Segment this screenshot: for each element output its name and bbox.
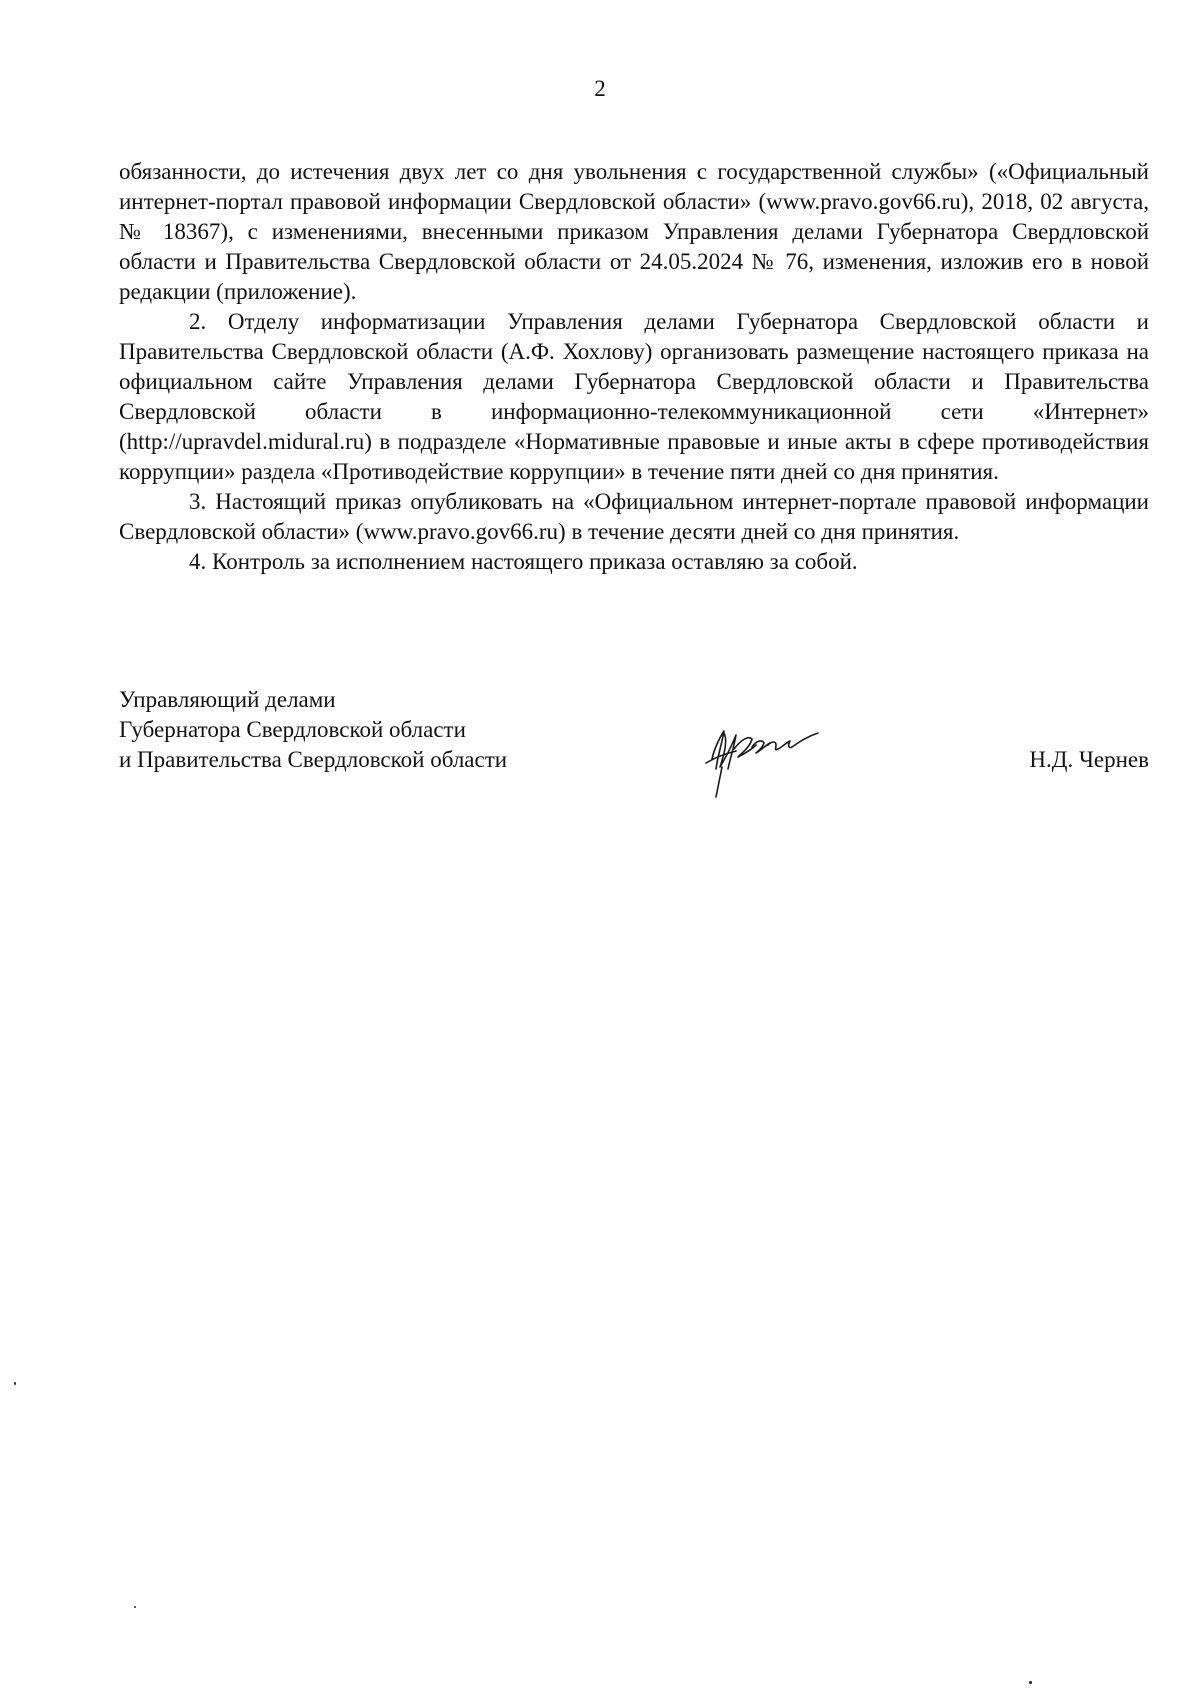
signer-title-line-1: Управляющий делами bbox=[119, 687, 336, 712]
paragraph-4: 4. Контроль за исполнением настоящего приказа оставляю за собой. bbox=[189, 549, 858, 574]
scan-speck bbox=[134, 1606, 136, 1608]
handwritten-signature-icon bbox=[694, 719, 829, 799]
document-body bbox=[119, 157, 1149, 577]
signature-block bbox=[119, 685, 1149, 805]
paragraph-1-continuation: обязанности, до истечения двух лет со дня увольнения с государственной службы» («Официальный интернет-портал правовой информации Свердловской области» (www.pravo.gov66.ru), 2018, 02 августа, № 18367), с изменениями, внесенными приказом Управления делами Губернатора Свердловской области и Правительства Свердловской области от 24.05.2024 № 76, изменения, изложив его в новой редакции (приложение). bbox=[119, 159, 1149, 304]
signer-name: Н.Д. Чернев bbox=[1029, 747, 1149, 772]
signer-title bbox=[119, 685, 619, 775]
paragraph-3: 3. Настоящий приказ опубликовать на «Официальном интернет-портале правовой информации Свердловской области» (www.pravo.gov66.ru) в течение десяти дней со дня принятия. bbox=[119, 489, 1149, 544]
scan-speck bbox=[14, 1382, 16, 1385]
signer-title-line-3: и Правительства Свердловской области bbox=[119, 747, 508, 772]
page-number: 2 bbox=[594, 76, 606, 101]
paragraph-2: 2. Отделу информатизации Управления делами Губернатора Свердловской области и Правительства Свердловской области (А.Ф. Хохлову) организовать размещение настоящего приказа на официальном сайте Управления делами Губернатора Свердловской области и Правительства Свердловской области в информационно-телекоммуникационной сети «Интернет» (http://upravdel.midural.ru) в подразделе «Нормативные правовые и иные акты в сфере противодействия коррупции» раздела «Противодействие коррупции» в течение пяти дней со дня принятия. bbox=[119, 309, 1149, 484]
scan-speck bbox=[1029, 1681, 1032, 1684]
signer-title-line-2: Губернатора Свердловской области bbox=[119, 717, 466, 742]
